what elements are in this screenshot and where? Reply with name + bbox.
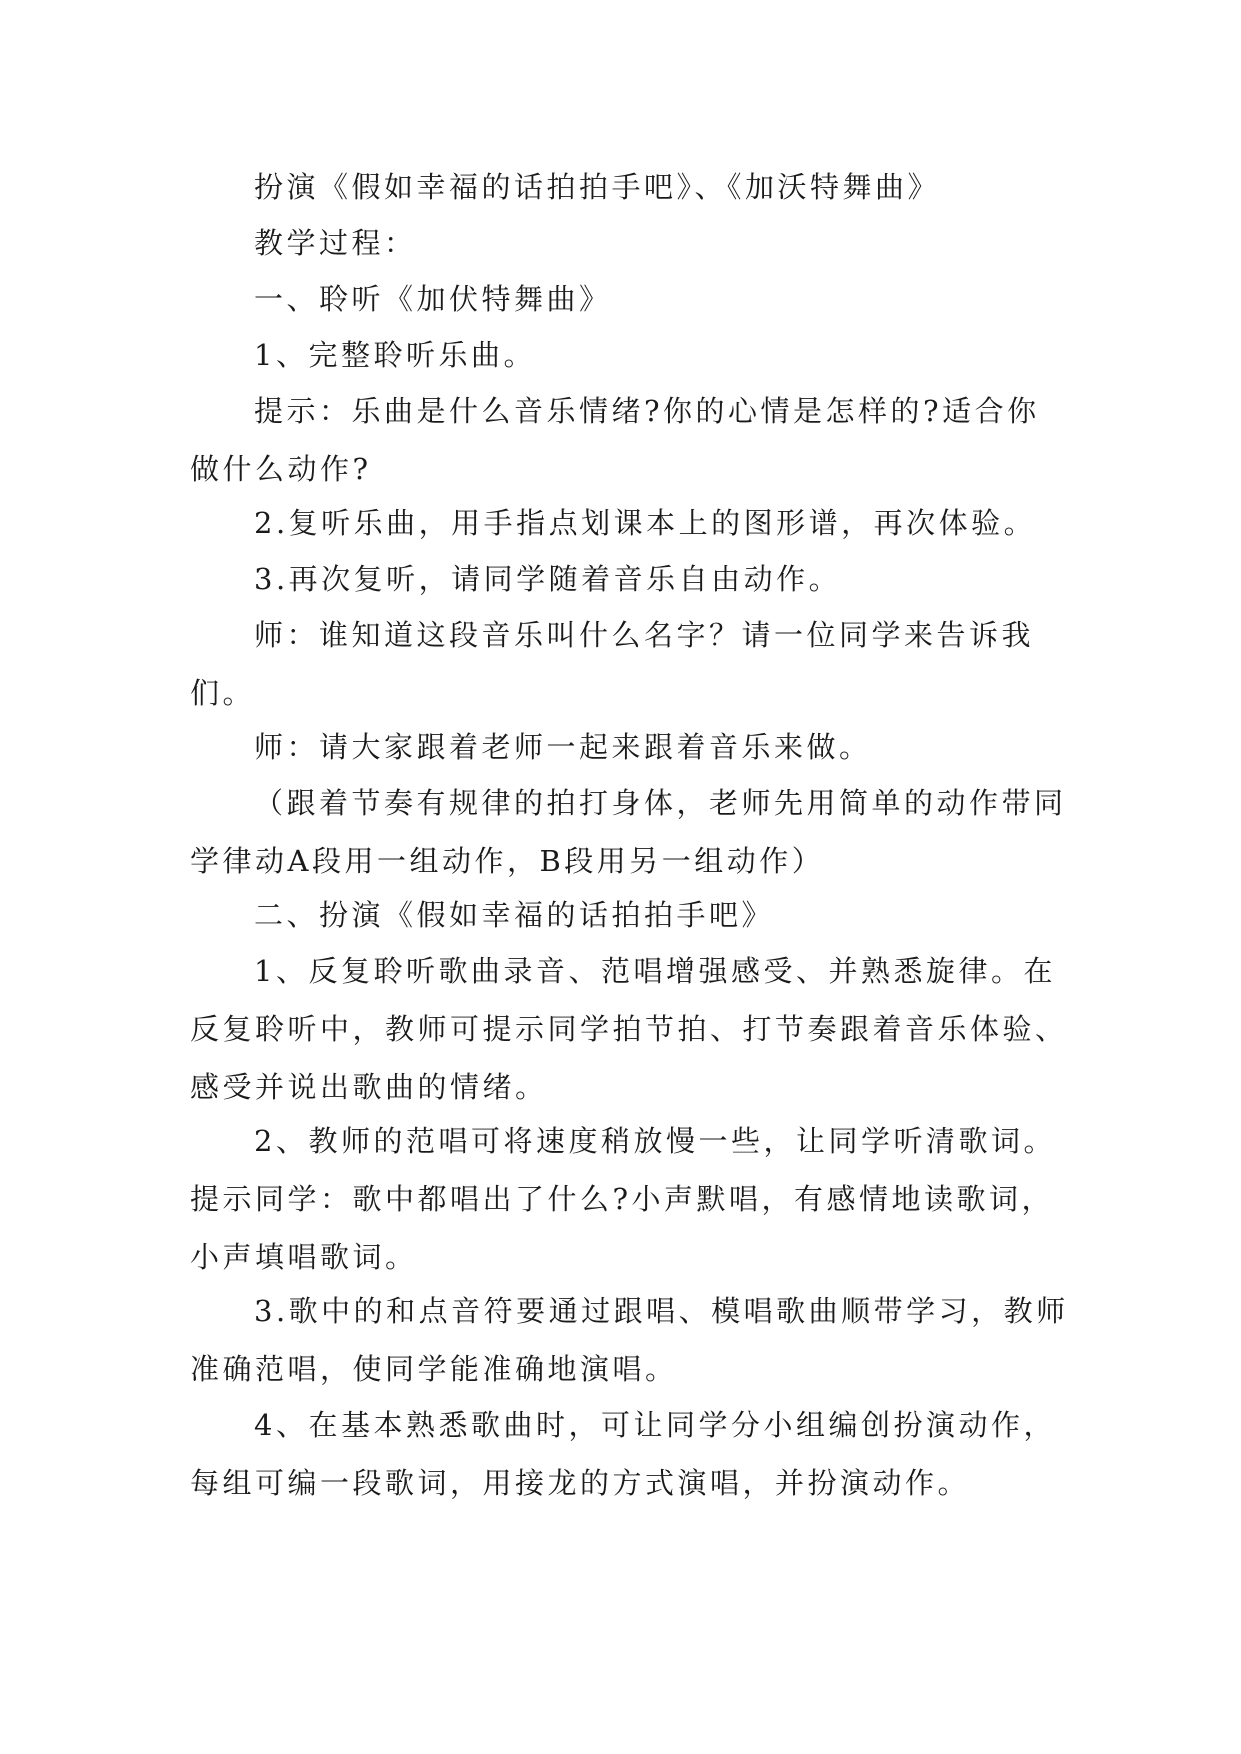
paragraph-rhythm-note: （跟着节奏有规律的拍打身体，老师先用简单的动作带同学律动A段用一组动作，B段用另一组动作） xyxy=(190,786,1067,878)
paragraph-song-step-3: 3.歌中的和点音符要通过跟唱、模唱歌曲顺带学习，教师准确范唱，使同学能准确地演唱。 xyxy=(190,1294,1069,1386)
paragraph-hint: 提示：乐曲是什么音乐情绪?你的心情是怎样的?适合你做什么动作? xyxy=(190,394,1040,486)
paragraph-step-2: 2.复听乐曲，用手指点划课本上的图形谱，再次体验。 xyxy=(254,506,1037,540)
paragraph-step-1: 1、完整聆听乐曲。 xyxy=(254,338,536,372)
paragraph-section-one-heading: 一、聆听《加伏特舞曲》 xyxy=(254,282,612,316)
paragraph-song-step-4: 4、在基本熟悉歌曲时，可让同学分小组编创扮演动作，每组可编一段歌词，用接龙的方式演唱，并扮演动作。 xyxy=(190,1408,1056,1500)
paragraph-teacher-instruction: 师：请大家跟着老师一起来跟着音乐来做。 xyxy=(254,730,872,764)
paragraph-step-3: 3.再次复听，请同学随着音乐自由动作。 xyxy=(254,562,842,596)
paragraph-intro-title: 扮演《假如幸福的话拍拍手吧》、《加沃特舞曲》 xyxy=(254,170,941,204)
paragraph-teacher-question: 师：谁知道这段音乐叫什么名字？请一位同学来告诉我们。 xyxy=(190,618,1035,710)
paragraph-section-two-heading: 二、扮演《假如幸福的话拍拍手吧》 xyxy=(254,898,775,932)
paragraph-teaching-process: 教学过程： xyxy=(254,226,417,260)
paragraph-song-step-2: 2、教师的范唱可将速度稍放慢一些，让同学听清歌词。提示同学：歌中都唱出了什么?小声默唱，有感情地读歌词，小声填唱歌词。 xyxy=(190,1124,1056,1274)
paragraph-song-step-1: 1、反复聆听歌曲录音、范唱增强感受、并熟悉旋律。在反复聆听中，教师可提示同学拍节拍、打节奏跟着音乐体验、感受并说出歌曲的情绪。 xyxy=(190,954,1068,1104)
